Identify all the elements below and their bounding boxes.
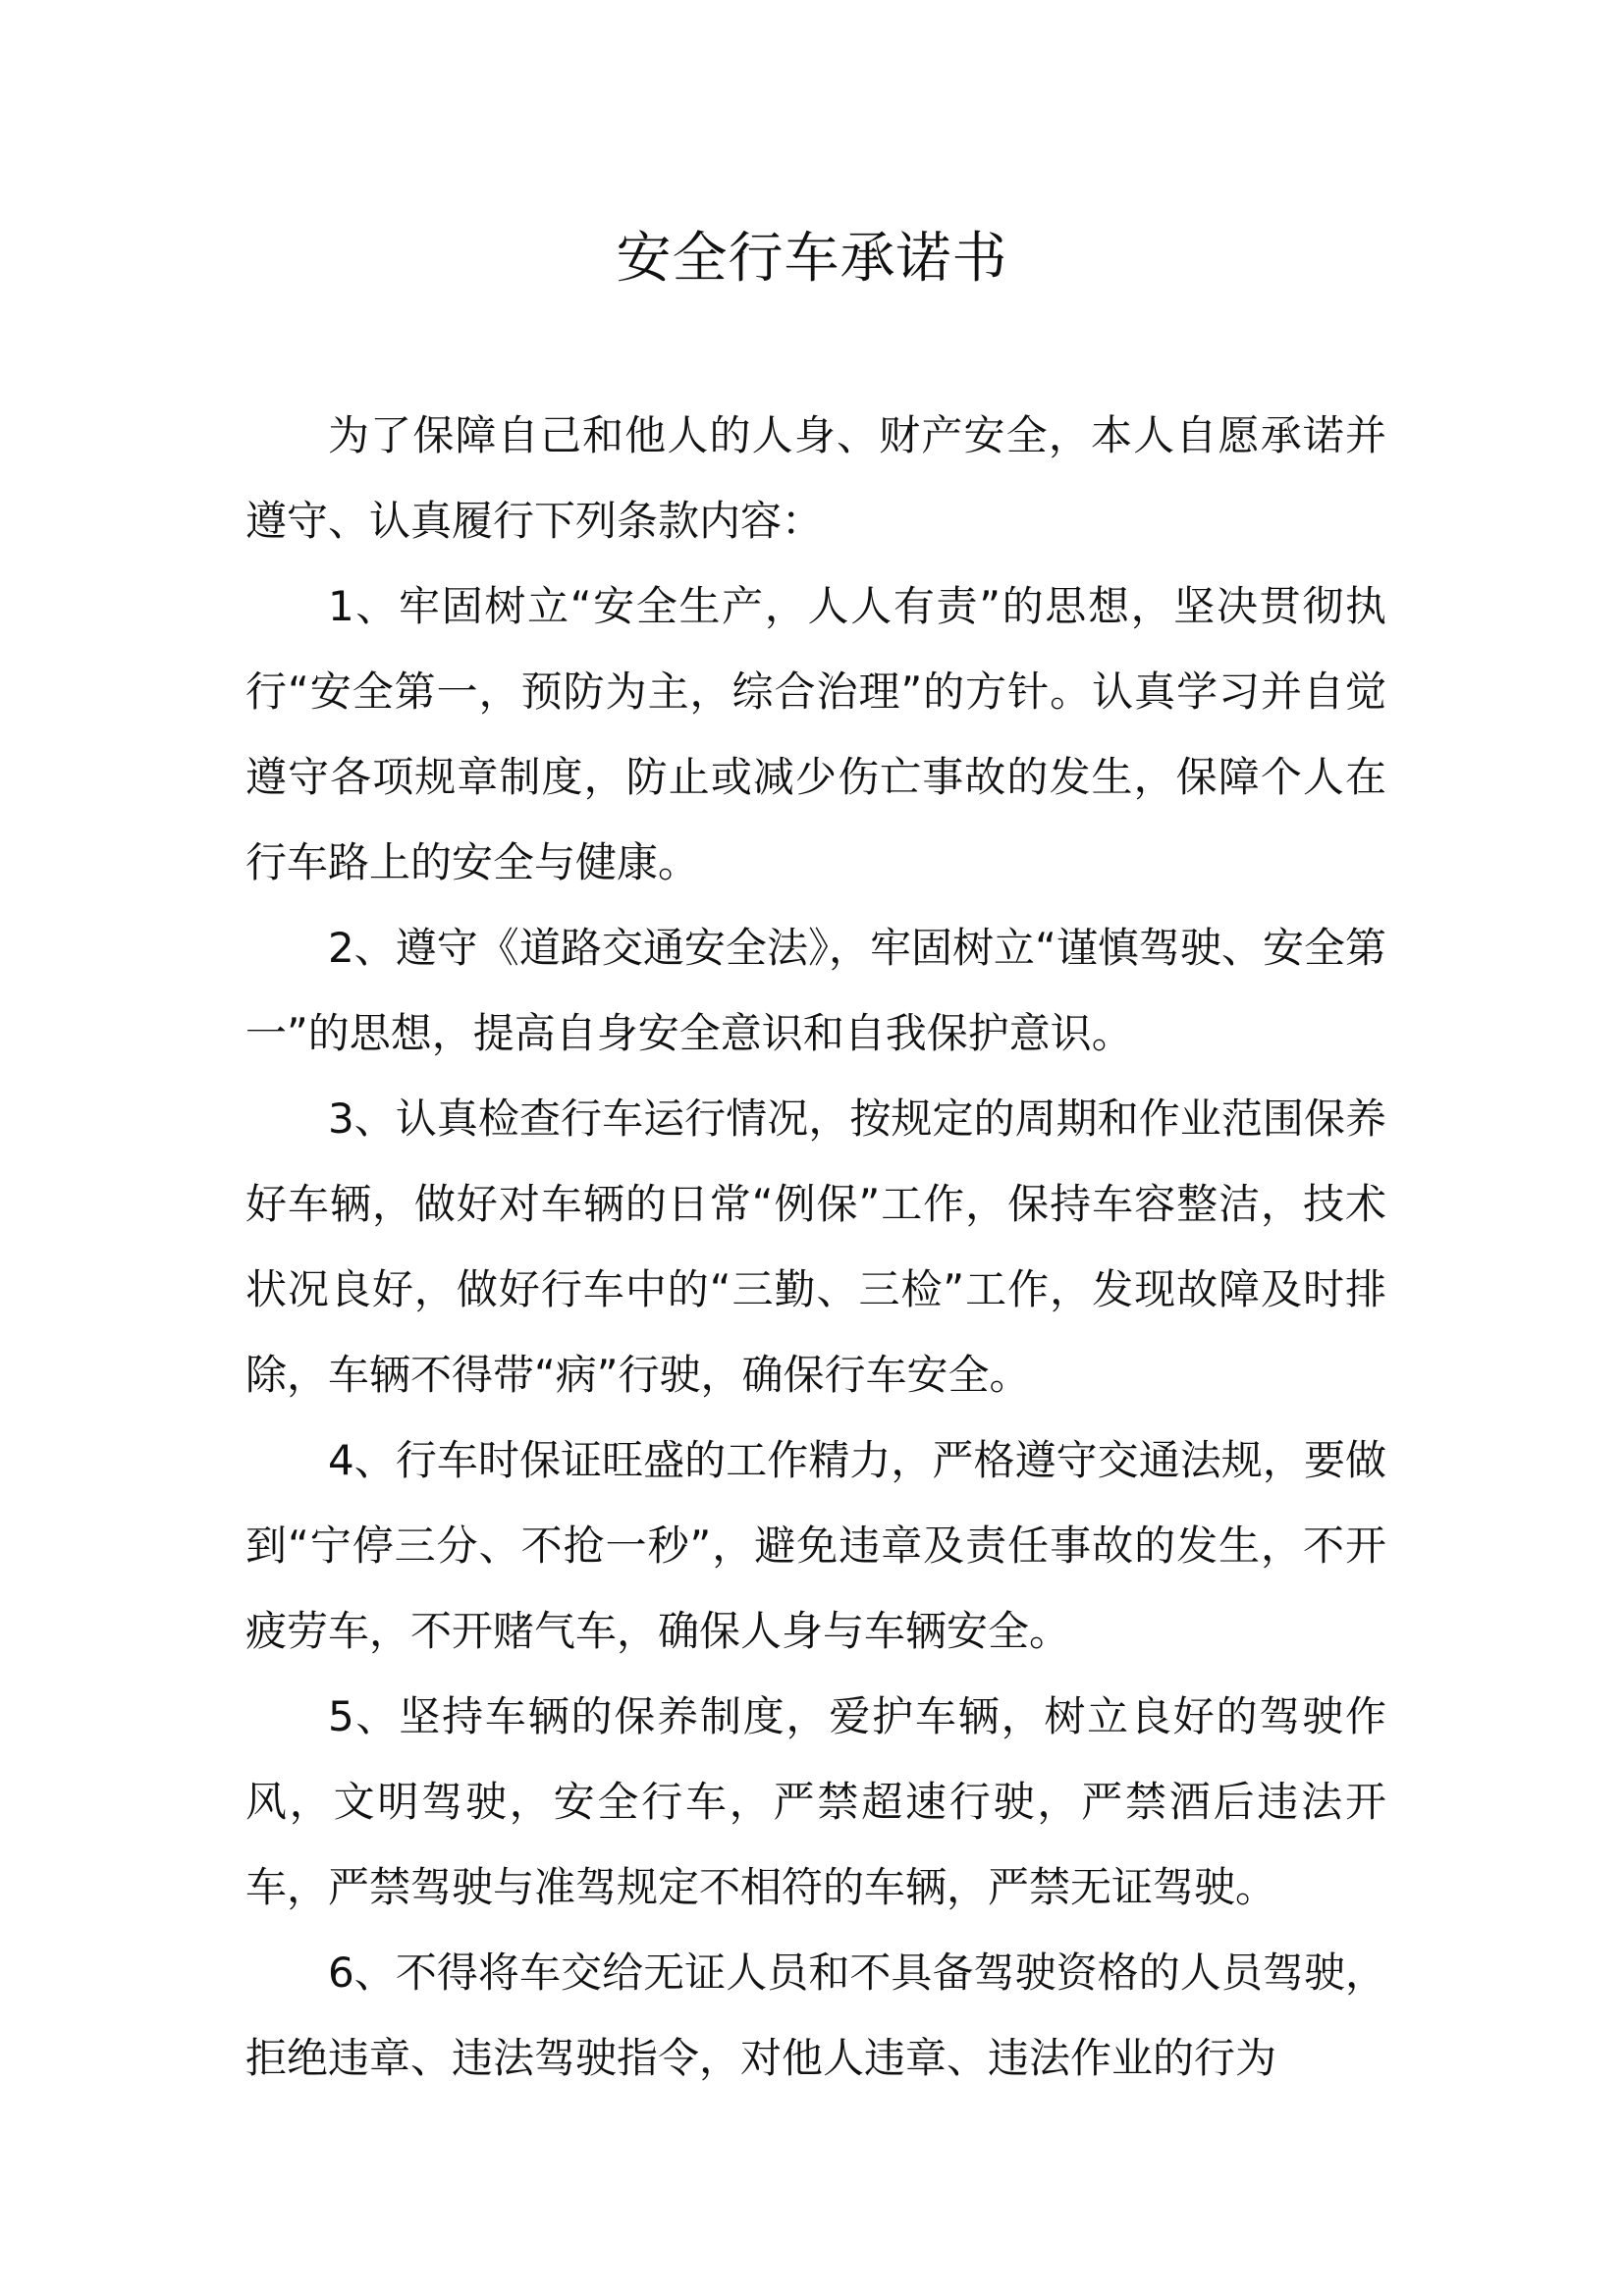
document-body [245, 393, 1386, 2101]
clause-6-paragraph: 6、不得将车交给无证人员和不具备驾驶资格的人员驾驶，拒绝违章、违法驾驶指令，对他人违章、违法作业的行为 [245, 1949, 1386, 2082]
clause-4-paragraph: 4、行车时保证旺盛的工作精力，严格遵守交通法规，要做到“宁停三分、不抢一秒”，避免违章及责任事故的发生，不开疲劳车，不开赌气车，确保人身与车辆安全。 [245, 1436, 1386, 1655]
clause-5-paragraph: 5、坚持车辆的保养制度，爱护车辆，树立良好的驾驶作风，文明驾驶，安全行车，严禁超速行驶，严禁酒后违法开车，严禁驾驶与准驾规定不相符的车辆，严禁无证驾驶。 [245, 1692, 1386, 1911]
clause-2-paragraph: 2、遵守《道路交通安全法》，牢固树立“谨慎驾驶、安全第一”的思想，提高自身安全意识和自我保护意识。 [245, 924, 1386, 1057]
clause-3-paragraph: 3、认真检查行车运行情况，按规定的周期和作业范围保养好车辆，做好对车辆的日常“例保”工作，保持车容整洁，技术状况良好，做好行车中的“三勤、三检”工作，发现故障及时排除，车辆不得带“病”行驶，确保行车安全。 [245, 1095, 1386, 1399]
document-title: 安全行车承诺书 [616, 227, 1008, 291]
clause-1-paragraph: 1、牢固树立“安全生产，人人有责”的思想，坚决贯彻执行“安全第一，预防为主，综合治理”的方针。认真学习并自觉遵守各项规章制度，防止或减少伤亡事故的发生，保障个人在行车路上的安全与健康。 [245, 582, 1386, 886]
intro-paragraph: 为了保障自己和他人的人身、财产安全，本人自愿承诺并遵守、认真履行下列条款内容： [245, 411, 1386, 545]
